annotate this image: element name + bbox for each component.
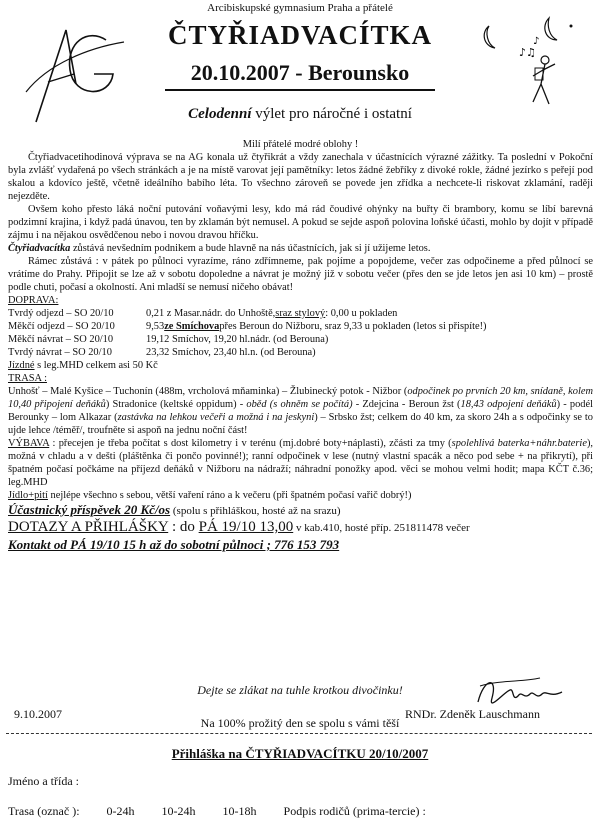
greeting: Milí přátelé modré oblohy ! [242, 139, 359, 150]
trasa-part: ) - podél Berounky – lom Alkazar ( [8, 399, 593, 423]
doprava-row-label: Tvrdý návrat – SO 20/10 [8, 347, 112, 358]
kontakt-text: Kontakt od PÁ 19/10 15 h až do sobotní půlnoci ; 776 153 793 [8, 537, 340, 552]
doprava-row-rest: přes Beroun do Nižboru, sraz 9,33 u pokladen (letos si přispíte!) [219, 321, 487, 332]
vybava-italic: spolehlivá baterka+náhr.baterie [451, 438, 587, 449]
doprava-row-time: 0,21 z Masar.nádr. do Unhoště, [146, 308, 276, 319]
prispevek-label: Účastnický příspěvek 20 Kč/os [8, 502, 171, 517]
dotazy-rest: v kab.410, hosté příp. 251811478 večer [293, 522, 470, 534]
doprava-row-highlight: ze Smíchova [164, 321, 220, 332]
route-options [8, 804, 450, 819]
doprava-row [8, 320, 593, 333]
doprava-row [8, 333, 593, 346]
cut-line [6, 733, 592, 734]
school-name: Arcibiskupské gymnasium Praha a přátelé [207, 2, 393, 14]
trasa-text [8, 385, 593, 437]
slogan: Dejte se zlákat na tuhle krotkou divočinku! [197, 683, 403, 697]
dotazy-date: PÁ 19/10 13,00 [198, 519, 294, 535]
paragraph-3-bold: Čtyřiadvacítka [8, 243, 71, 254]
jidlo-label: Jídlo+pití [8, 490, 48, 501]
closing-line: Na 100% prožitý den se spolu s vámi těší [200, 716, 400, 730]
author-name: RNDr. Zdeněk Lauschmann [405, 707, 540, 721]
application-title-text: Přihláška na ČTYŘIADVACÍTKU 20/10/2007 [171, 746, 429, 761]
subtitle-rest: výlet pro náročné i ostatní [251, 106, 412, 122]
trasa-part: - Zdejcina - Beroun žst ( [352, 399, 461, 410]
parents-signature-label: Podpis rodičů (prima-tercie) : [283, 804, 426, 818]
signature [470, 672, 570, 717]
paragraph-3-rest: zůstává nevšedním podnikem a bude hlavně na nás účastnících, jak si jí užijeme letos. [70, 243, 431, 254]
trasa-part: ) Stradonice (keltské oppidum) - [105, 399, 247, 410]
subtitle [0, 106, 600, 123]
jizdne-rest: s leg.MHD celkem asi 50 Kč [34, 360, 158, 371]
paragraph-4: Rámec zůstává : v pátek po půlnoci vyrazíme, ráno zdřímneme, pak pojíme a popojdeme, večer zas odpočineme a před půlnocí se vrátíme do Prahy. Připojit se lze až v sobotu dopoledne a návrat je možný již v sobotu večer (přes den se jde letos jen asi 10 km) – prostě podle chuti, počasí a okolností. Ani mladší se nemusí ničeho obávat! [8, 256, 593, 293]
subtitle-bold: Celodenní [188, 106, 252, 122]
jidlo-rest: nejlépe všechno s sebou, větší vaření ráno a k večeru (při špatném počasí vařič dobrý!) [47, 490, 412, 501]
jidlo [8, 489, 593, 502]
name-field-label: Jméno a třída : [8, 774, 79, 788]
application-title [0, 746, 600, 762]
page-title: ČTYŘIADVACÍTKA [167, 20, 433, 50]
trasa-heading: TRASA : [8, 373, 47, 384]
title-underline [165, 89, 435, 91]
doprava-heading: DOPRAVA: [8, 295, 59, 306]
jizdne-label: Jízdné [8, 360, 35, 371]
trasa-part: Unhošť – Malé Kyšice – Tuchonín (488m, vrcholová mňaminka) – Žlubinecký potok - Nižbor ( [8, 386, 408, 397]
trasa-part: ) – Srbsko žst; celkem do 40 km, za skoro 24h a s odpočinky se to ujde lehce /téměř/, troufněte si aspoň na jednu noční část! [8, 412, 593, 436]
route-label: Trasa (označ ): [8, 804, 80, 818]
doprava-row-label: Tvrdý odjezd – SO 20/10 [8, 308, 114, 319]
dotazy [8, 519, 593, 537]
trasa-italic: oběd (s ohněm se počítá) [246, 399, 353, 410]
prispevek [8, 502, 593, 519]
vybava-text [8, 437, 593, 489]
paragraph-1: Čtyřiadvacetihodinová výprava se na AG konala už čtyřikrát a vždy zanechala v účastnících výrazné zážitky. Ta poslední v Pokoční byla zvlášť vydařená po všech stránkách a je na místě varovat její pamětníky: letos žádné žebříky z divoké rokle, žádné jezírko s peřejí pod skalou a kdovíco ještě, včetně ideálního babího léta. To všechno zároveň se povede jen zřídka a nechcete-li riskovat zklamání, raději nejezděte. [8, 152, 593, 202]
vybava-part: ), možná v chladu a v dešti (pláštěnka či pončo povinné!); ranní odpočinek v lese (nutný vlastní spacák a něco pod sebe + na přikrytí), při špatném počasí počkáme na příjezd deňáků v Nižboru na nádraží; náhradní ponožky apod. věci se mohou velmi hodit; mapa KČT č.36; leg.MHD [8, 438, 593, 488]
paragraph-3 [8, 242, 593, 255]
prispevek-note: (spolu s přihláškou, hosté až na srazu) [170, 505, 341, 517]
letter-date: 9.10.2007 [14, 707, 62, 721]
route-option-10-24: 10-24h [161, 804, 196, 818]
route-option-0-24: 0-24h [106, 804, 135, 818]
paragraph-2: Ovšem koho přesto láká noční putování voňavými lesy, kdo má rád čoudivé ohýnky na buřty či brambory, komu se líbí barevná podzimní krajina, i když padá únavou, ten by zklamán být nemusel. A pokud se sejde aspoň polovina loňské účasti, mohlo by dojít v případě zájmu i na nějakou osvědčenou nebo i novou dravou hříčku. [8, 204, 593, 241]
kontakt [8, 537, 593, 553]
trasa-italic: 18,43 odpojení deňáků [460, 399, 557, 410]
doprava-row-highlight: sraz stylový [275, 308, 326, 319]
main-text [8, 138, 593, 553]
doprava-row [8, 307, 593, 320]
vybava-heading: VÝBAVA [8, 438, 50, 449]
doprava-row-label: Měkčí návrat – SO 20/10 [8, 334, 114, 345]
dotazy-mid: : do [168, 519, 199, 535]
trasa-italic: odpočinek po prvních 20 km, snídaně, kolem 10,40 připojení deňáků [8, 386, 593, 410]
svg-text:♪: ♪ [533, 36, 540, 47]
doprava-row-time: 19,12 Smíchov, 19,20 hl.nádr. (od Berouna) [146, 334, 329, 345]
doprava-row-label: Měkčí odjezd – SO 20/10 [8, 321, 115, 332]
route-option-10-18: 10-18h [222, 804, 257, 818]
svg-text:♪♫: ♪♫ [519, 46, 536, 59]
doprava-row-time: 9,53 [146, 321, 165, 332]
jizdne [8, 359, 593, 372]
event-date: 20.10.2007 - Berounsko [190, 60, 410, 85]
dotazy-label: DOTAZY A PŘIHLÁŠKY [8, 519, 169, 535]
vybava-part: : přecejen je třeba počítat s dost kilometry i v terénu (mj.dobré boty+náplasti), zčásti za tmy ( [49, 438, 452, 449]
doprava-row [8, 346, 593, 359]
doprava-row-time: 23,32 Smíchov, 23,40 hl.n. (od Berouna) [146, 347, 316, 358]
trasa-italic: zastávka na lehkou večeři a možná i na jeskyni [117, 412, 315, 423]
doprava-row-rest: : 0,00 u pokladen [325, 308, 398, 319]
